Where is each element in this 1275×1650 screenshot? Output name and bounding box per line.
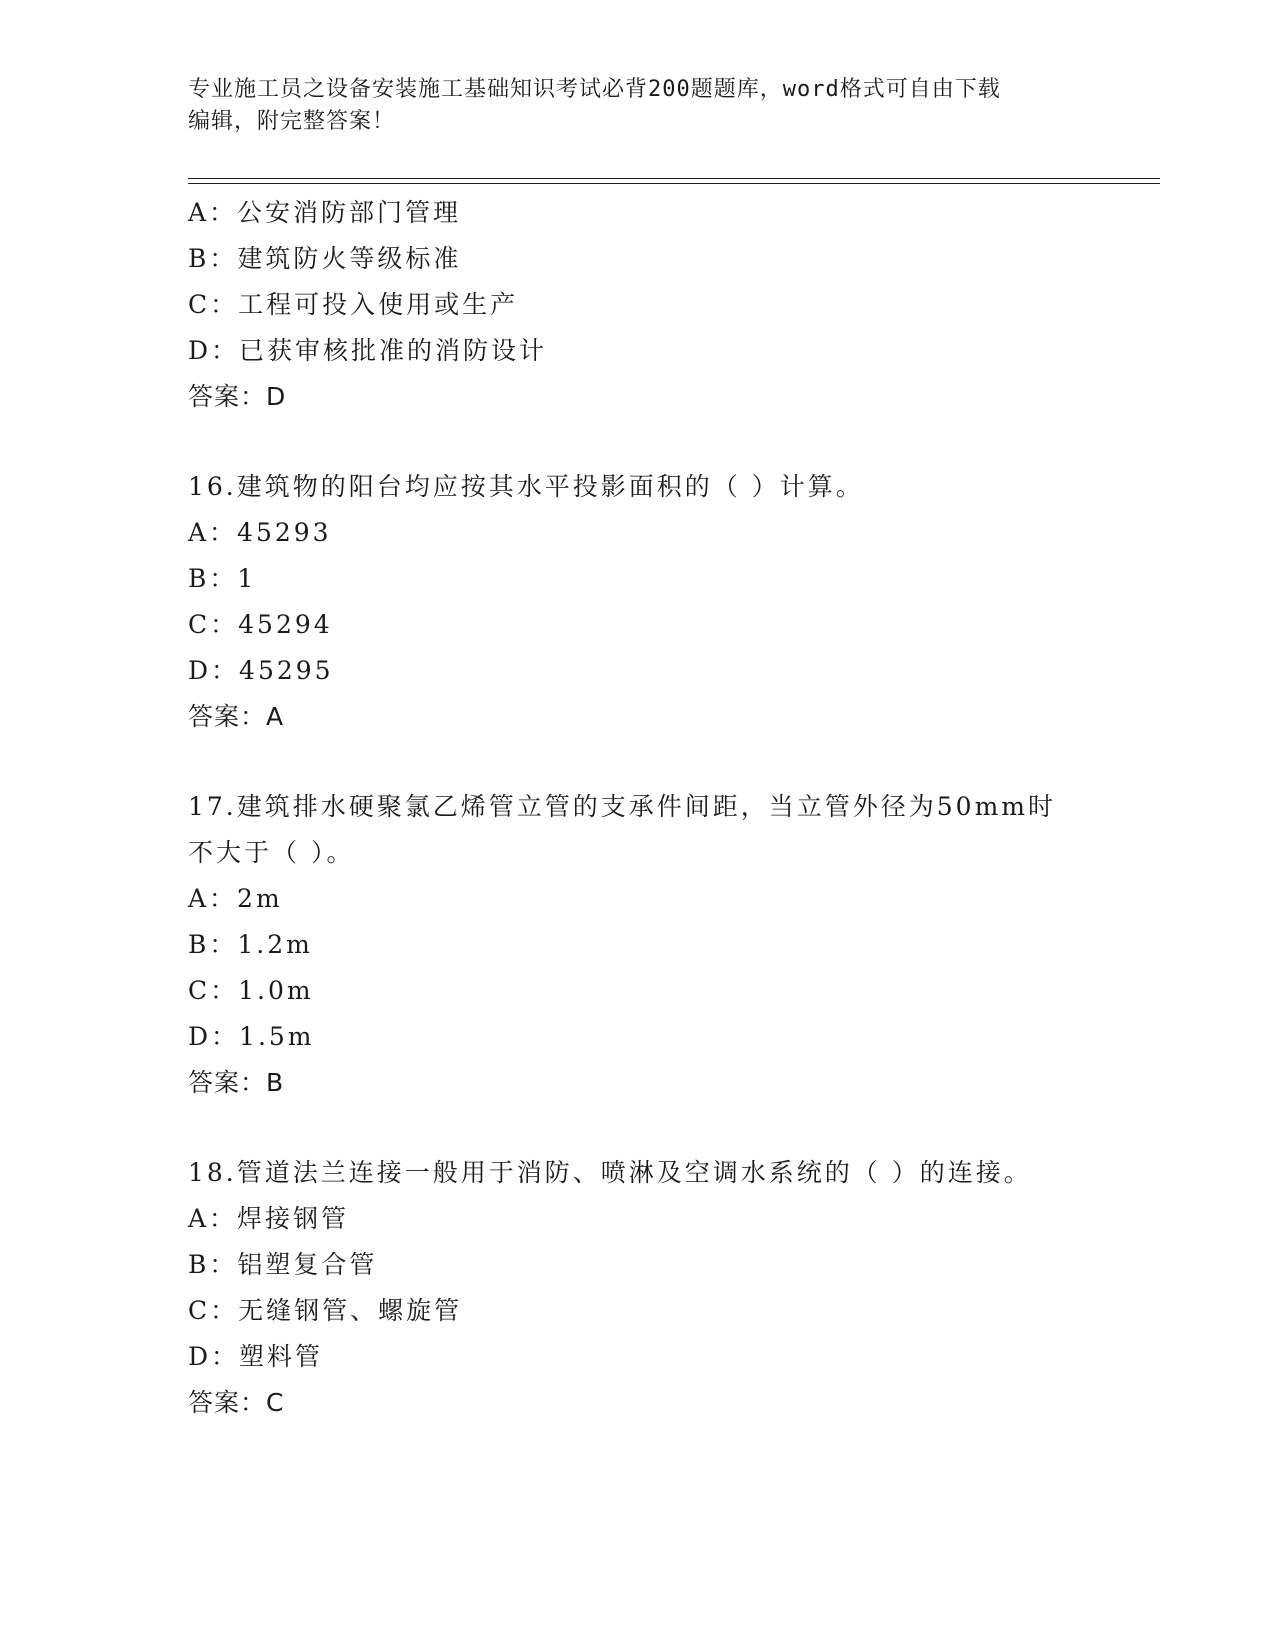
header-line-1: 专业施工员之设备安装施工基础知识考试必背200题题库，word格式可自由下载 — [188, 77, 1001, 102]
option-a: A：45293 — [188, 518, 332, 547]
option-a: A：焊接钢管 — [188, 1204, 350, 1233]
option-d: D：45295 — [188, 656, 334, 685]
question-18 — [188, 1150, 1088, 1426]
option-b: B：1.2m — [188, 930, 313, 959]
question-15 — [188, 190, 1088, 420]
option-c: C：45294 — [188, 610, 333, 639]
option-b: B：建筑防火等级标准 — [188, 244, 462, 273]
question-text: 16.建筑物的阳台均应按其水平投影面积的（ ）计算。 — [188, 472, 864, 501]
answer: 答案：B — [188, 1068, 285, 1097]
header-rule-bottom — [188, 183, 1160, 184]
option-b: B：1 — [188, 564, 257, 593]
answer: 答案：A — [188, 702, 285, 731]
question-text-line-2: 不大于（ ）。 — [188, 838, 355, 867]
option-c: C：1.0m — [188, 976, 314, 1005]
option-a: A：公安消防部门管理 — [188, 198, 462, 227]
option-d: D：1.5m — [188, 1022, 315, 1051]
answer: 答案：C — [188, 1388, 285, 1417]
header-rule-top — [188, 178, 1160, 179]
question-list — [188, 190, 1088, 1426]
option-d: D：塑料管 — [188, 1342, 324, 1371]
question-16 — [188, 464, 1088, 740]
option-c: C：工程可投入使用或生产 — [188, 290, 519, 319]
option-b: B：铝塑复合管 — [188, 1250, 378, 1279]
option-c: C：无缝钢管、螺旋管 — [188, 1296, 463, 1325]
header-line-2: 编辑，附完整答案！ — [188, 109, 396, 134]
question-17 — [188, 784, 1088, 1106]
option-a: A：2m — [188, 884, 283, 913]
option-d: D：已获审核批准的消防设计 — [188, 336, 548, 365]
answer: 答案：D — [188, 382, 287, 411]
question-text: 18.管道法兰连接一般用于消防、喷淋及空调水系统的（ ）的连接。 — [188, 1158, 1032, 1187]
question-text-line-1: 17.建筑排水硬聚氯乙烯管立管的支承件间距，当立管外径为50mm时 — [188, 792, 1056, 821]
document-header — [188, 74, 1088, 138]
